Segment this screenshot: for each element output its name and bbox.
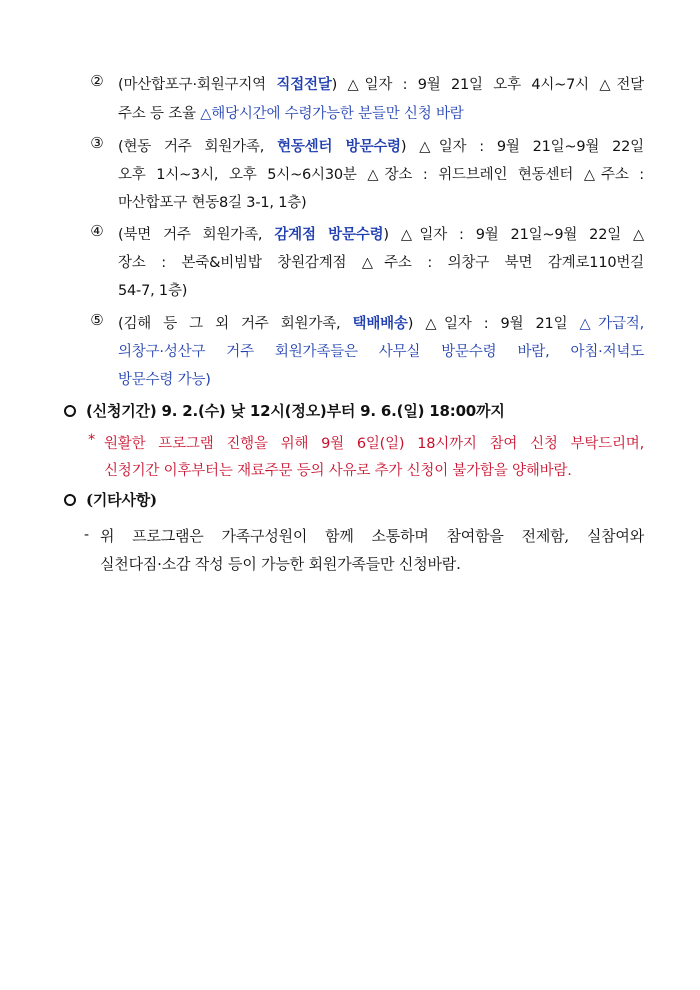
item5-text: (김해 등 그 외 거주 회원가족, <box>118 316 353 332</box>
item3-line1 <box>118 135 644 156</box>
item4-line1 <box>118 223 644 244</box>
item2-method: 직접전달 <box>276 77 332 93</box>
circle-bullet-icon <box>64 405 76 417</box>
item4-text: (북면 거주 회원가족, <box>118 227 275 243</box>
item2-line1 <box>118 73 644 94</box>
item5-line1 <box>118 312 644 333</box>
item2-text2: 주소 등 조율 <box>118 106 201 122</box>
item2-line2 <box>118 102 464 123</box>
circle-bullet-icon <box>64 494 76 506</box>
etc-heading: (기타사항) <box>86 491 157 509</box>
etc-line1: 위 프로그램은 가족구성원이 함께 소통하며 참여함을 전제함, 실참여와 <box>100 527 644 545</box>
item-number-3: ③ <box>90 134 104 152</box>
item-number-5: ⑤ <box>90 311 104 329</box>
item5-method: 택배배송 <box>352 316 408 332</box>
period-note-line1: 원활한 프로그램 진행을 위해 9월 6일(일) 18시까지 참여 신청 부탁드리며, <box>104 436 644 452</box>
item3-line2: 오후 1시~3시, 오후 5시~6시30분 △장소 : 위드브레인 현동센터 △주소 : <box>118 167 644 183</box>
item-number-4: ④ <box>90 222 104 240</box>
item5-line3: 방문수령 가능) <box>118 372 211 388</box>
item2-text: (마산합포구·회원구지역 <box>118 77 277 93</box>
item5-detail: ) △일자 : 9월 21일 <box>407 316 580 332</box>
item2-notice: △해당시간에 수령가능한 분들만 신청 바람 <box>200 106 464 122</box>
item4-line3: 54-7, 1층) <box>118 283 188 299</box>
item2-detail: ) △일자 : 9월 21일 오후 4시~7시 △전달 <box>331 77 644 93</box>
item3-text: (현동 거주 회원가족, <box>118 139 278 155</box>
item4-detail: ) △일자 : 9월 21일~9월 22일 △ <box>383 227 644 243</box>
period-note-line2: 신청기간 이후부터는 재료주문 등의 사유로 추가 신청이 불가함을 양해바람. <box>104 463 572 479</box>
item3-line3: 마산합포구 현동8길 3-1, 1층) <box>118 195 307 211</box>
item4-line2: 장소 : 본죽&비빔밥 창원감계점 △주소 : 의창구 북면 감계로110번길 <box>118 255 644 271</box>
item3-detail: ) △일자 : 9월 21일~9월 22일 <box>400 139 644 155</box>
note-asterisk: * <box>88 432 96 448</box>
item5-notice: △가급적, <box>579 316 644 332</box>
item4-method: 감계점 방문수령 <box>274 227 384 243</box>
item5-line2: 의창구·성산구 거주 회원가족들은 사무실 방문수령 바람, 아침·저녁도 <box>118 344 644 360</box>
etc-dash: - <box>84 525 89 543</box>
item-number-2: ② <box>90 72 104 90</box>
item3-method: 현동센터 방문수령 <box>277 139 401 155</box>
application-period: (신청기간) 9. 2.(수) 낮 12시(정오)부터 9. 6.(일) 18:00까지 <box>86 402 505 420</box>
etc-line2: 실천다짐·소감 작성 등이 가능한 회원가족들만 신청바람. <box>100 555 461 573</box>
